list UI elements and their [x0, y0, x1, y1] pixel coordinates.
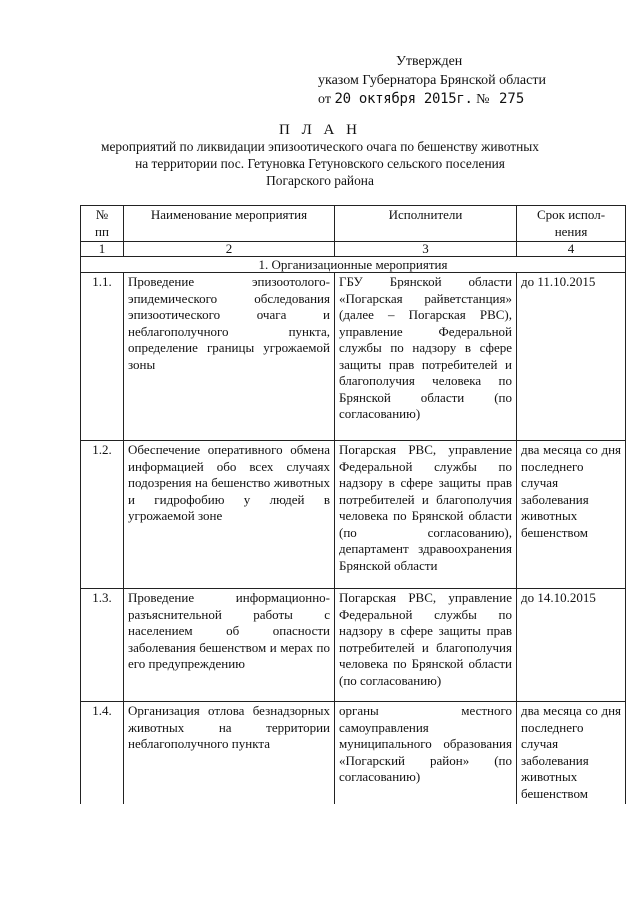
- header-number: № пп: [81, 206, 124, 242]
- row-number: 1.3.: [81, 589, 124, 702]
- row-number: 1.1.: [81, 273, 124, 441]
- section-row: [81, 257, 626, 273]
- column-number: 3: [335, 242, 517, 257]
- row-term: два месяца со дня последнего случая заболевания животных бешенством: [517, 441, 626, 589]
- approval-number: 275: [499, 91, 525, 107]
- approval-date-line: [318, 90, 618, 109]
- column-number: 1: [81, 242, 124, 257]
- document-title: П Л А Н: [279, 122, 361, 138]
- row-activity: Организация отлова безнадзорных животных на территории неблагополучного пункта: [124, 702, 335, 805]
- approval-decree: указом Губернатора Брянской области: [318, 73, 546, 88]
- approval-date-prefix: от: [318, 92, 331, 107]
- approval-number-sign: №: [476, 92, 490, 107]
- subtitle-line-3: Погарского района: [266, 173, 374, 188]
- table-row: [81, 702, 626, 805]
- approval-date: 20 октября 2015г.: [334, 91, 473, 107]
- header-name: Наименование мероприятия: [124, 206, 335, 242]
- subtitle-line-1: мероприятий по ликвидации эпизоотического очага по бешенству животных: [101, 139, 539, 154]
- header-term: Срок испол- нения: [517, 206, 626, 242]
- row-term: до 14.10.2015: [517, 589, 626, 702]
- row-executors: ГБУ Брянской области «Погарская райветстанция» (далее – Погарская РВС), управление Федеральной службы по надзору в сфере защиты прав потребителей и благополучия человека по Брянской области (по согласованию): [335, 273, 517, 441]
- table-header-row: [81, 206, 626, 242]
- approval-heading: Утвержден: [396, 54, 463, 69]
- row-executors: Погарская РВС, управление Федеральной службы по надзору в сфере защиты прав потребителей и благополучия человека по Брянской области (по согласованию), департамент здравоохранения Брянской области: [335, 441, 517, 589]
- row-executors: органы местного самоуправления муниципального образования «Погарский район» (по согласованию): [335, 702, 517, 805]
- column-number-row: [81, 242, 626, 257]
- row-activity: Обеспечение оперативного обмена информацией обо всех случаях подозрения на бешенство животных и гидрофобию у людей в угрожаемой зоне: [124, 441, 335, 589]
- row-activity: Проведение информационно-разъяснительной работы с населением об опасности заболевания бешенством и мерах по его предупреждению: [124, 589, 335, 702]
- table-row: [81, 589, 626, 702]
- approval-block: [318, 52, 618, 109]
- row-number: 1.2.: [81, 441, 124, 589]
- plan-table: [80, 205, 626, 804]
- section-heading: 1. Организационные мероприятия: [81, 257, 626, 273]
- row-number: 1.4.: [81, 702, 124, 805]
- column-number: 2: [124, 242, 335, 257]
- column-number: 4: [517, 242, 626, 257]
- row-term: два месяца со дня последнего случая заболевания животных бешенством: [517, 702, 626, 805]
- subtitle-line-2: на территории пос. Гетуновка Гетуновского сельского поселения: [135, 156, 505, 171]
- table-row: [81, 273, 626, 441]
- row-activity: Проведение эпизоотолого-эпидемического обследования эпизоотического очага и неблагополучного пункта, определение границы угрожаемой зоны: [124, 273, 335, 441]
- row-executors: Погарская РВС, управление Федеральной службы по надзору в сфере защиты прав потребителей и благополучия человека по Брянской области (по согласованию): [335, 589, 517, 702]
- document-subtitle: [80, 138, 560, 189]
- row-term: до 11.10.2015: [517, 273, 626, 441]
- header-executors: Исполнители: [335, 206, 517, 242]
- table-row: [81, 441, 626, 589]
